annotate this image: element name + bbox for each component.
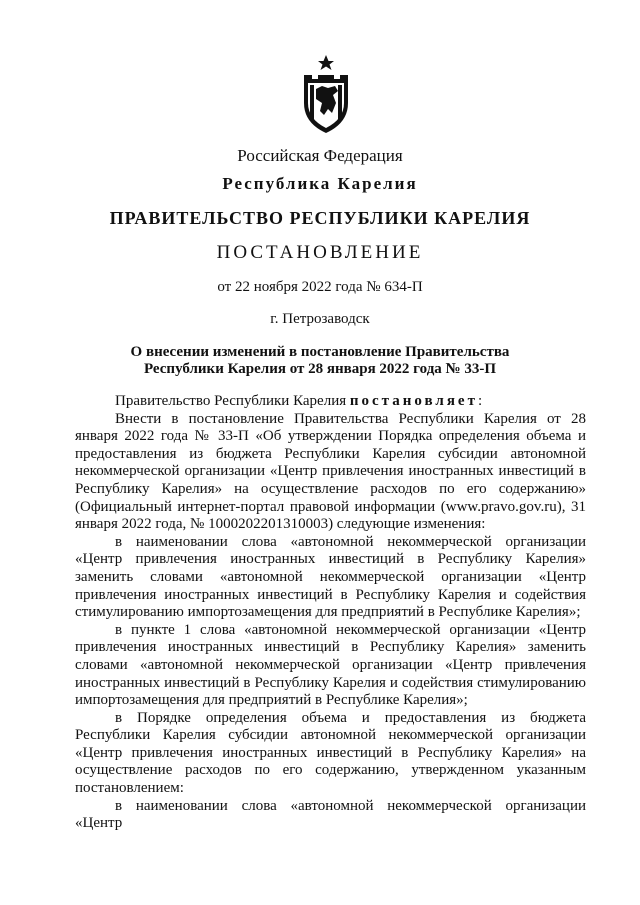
body-paragraph: в Порядке определения объема и предоставления из бюджета Республики Карелия субсидии автономной некоммерческой организации «Центр привлечения иностранных инвестиций в Республику Карелия» на осуществление расходов по его содержанию, утвержденном указанным постановлением:	[75, 709, 586, 797]
body-paragraph: в наименовании слова «автономной некоммерческой организации «Центр	[75, 797, 586, 832]
republic-name: Республика Карелия	[222, 174, 418, 193]
title-line-2: Республики Карелия от 28 января 2022 года № 33-П	[143, 361, 497, 377]
title-line-1: О внесении изменений в постановление Правительства	[130, 344, 510, 360]
body-paragraph: в наименовании слова «автономной некоммерческой организации «Центр привлечения иностранных инвестиций в Республику Карелия» заменить словами «автономной некоммерческой организации «Центр привлечения иностранных инвестиций в Республику Карелия и содействия стимулированию импортозамещения для предприятий в Республике Карелия»;	[75, 533, 586, 621]
document-type: ПОСТАНОВЛЕНИЕ	[216, 242, 424, 263]
intro-text: Правительство Республики Карелия	[115, 393, 350, 409]
intro-resolves: постановляет	[349, 393, 478, 409]
coat-of-arms-icon	[298, 53, 354, 135]
document-body	[75, 393, 586, 833]
country-name: Российская Федерация	[237, 146, 403, 165]
intro-paragraph	[75, 393, 586, 411]
document-title	[0, 344, 640, 378]
intro-colon: :	[477, 393, 483, 409]
government-name: ПРАВИТЕЛЬСТВО РЕСПУБЛИКИ КАРЕЛИЯ	[109, 208, 531, 228]
document-date: от 22 ноября 2022 года № 634-П	[217, 279, 423, 295]
body-paragraph: Внести в постановление Правительства Республики Карелия от 28 января 2022 года № 33-П «Об утверждении Порядка определения объема и предоставления из бюджета Республики Карелия субсидии автономной некоммерческой организации «Центр привлечения иностранных инвестиций в Республику Карелия» на осуществление расходов по его содержанию» (Официальный интернет-портал правовой информации (www.pravo.gov.ru), 31 января 2022 года, № 1000202201310003) следующие изменения:	[75, 410, 586, 533]
document-city: г. Петрозаводск	[270, 311, 370, 327]
body-paragraph: в пункте 1 слова «автономной некоммерческой организации «Центр привлечения иностранных инвестиций в Республику Карелия» заменить словами «автономной некоммерческой организации «Центр привлечения иностранных инвестиций в Республику Карелия и содействия стимулированию импортозамещения для предприятий в Республике Карелия»;	[75, 621, 586, 709]
